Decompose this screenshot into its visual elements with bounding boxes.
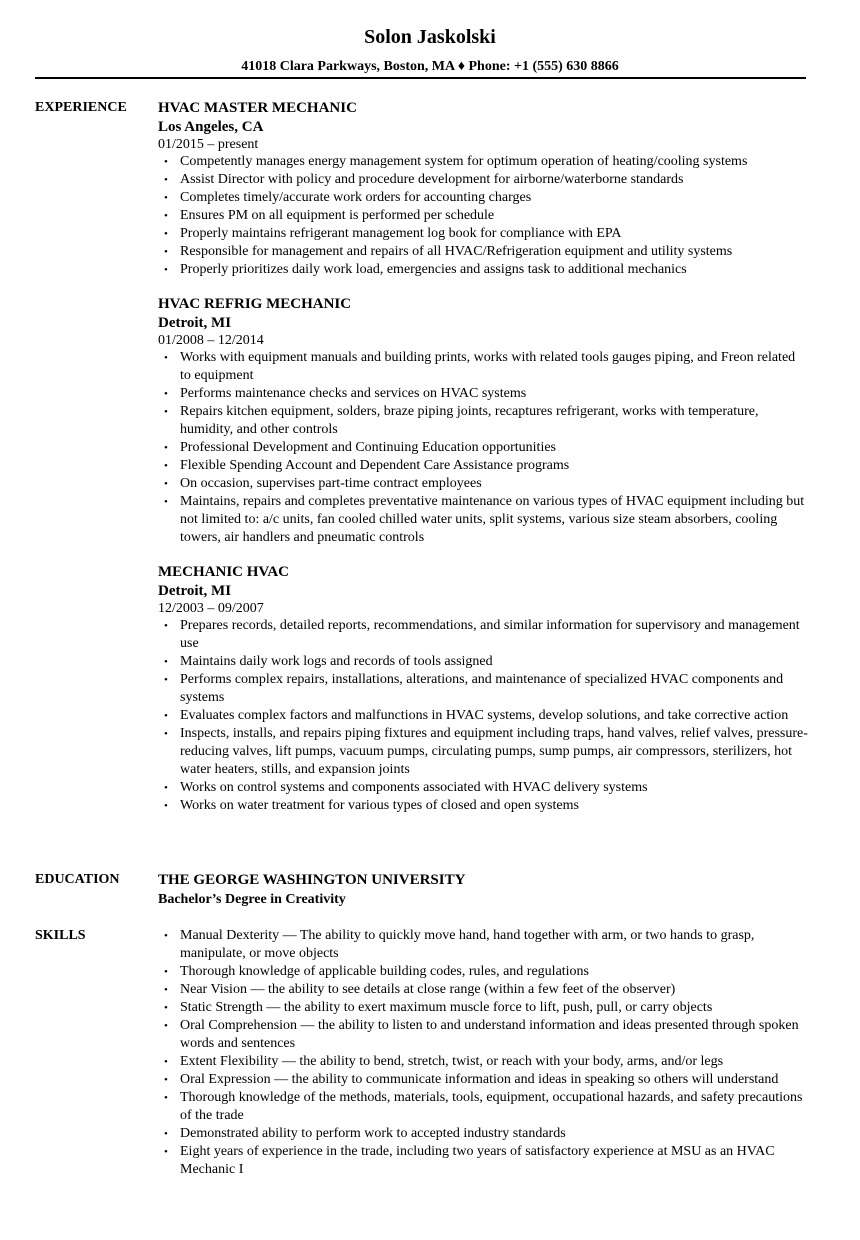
bullet-item bbox=[158, 1089, 808, 1125]
bullet-item bbox=[158, 725, 808, 779]
bullet-item bbox=[158, 385, 808, 403]
job-entry bbox=[158, 563, 808, 815]
bullet-text: Properly maintains refrigerant management log book for compliance with EPA bbox=[180, 226, 622, 241]
bullet-icon: • bbox=[164, 156, 168, 168]
bullet-item bbox=[158, 225, 808, 243]
bullet-item bbox=[158, 439, 808, 457]
bullet-item bbox=[158, 653, 808, 671]
bullet-item bbox=[158, 403, 808, 439]
bullet-text: On occasion, supervises part-time contract employees bbox=[180, 476, 482, 491]
bullet-text: Performs complex repairs, installations, alterations, and maintenance of specialized HVAC components and systems bbox=[180, 672, 784, 705]
bullet-item bbox=[158, 927, 808, 963]
job-title: HVAC MASTER MECHANIC bbox=[158, 100, 357, 116]
bullet-item bbox=[158, 1053, 808, 1071]
job-location: Detroit, MI bbox=[158, 583, 232, 599]
bullet-icon: • bbox=[164, 388, 168, 400]
bullet-icon: • bbox=[164, 710, 168, 722]
bullet-icon: • bbox=[164, 442, 168, 454]
education-degree: Bachelor’s Degree in Creativity bbox=[158, 892, 346, 907]
bullet-text: Works on control systems and components associated with HVAC delivery systems bbox=[180, 780, 648, 795]
bullet-icon: • bbox=[164, 174, 168, 186]
bullet-text: Professional Development and Continuing Education opportunities bbox=[180, 440, 556, 455]
bullet-text: Oral Expression — the ability to communicate information and ideas in speaking so others will understand bbox=[180, 1072, 779, 1087]
job-entry bbox=[158, 295, 808, 547]
bullet-icon: • bbox=[164, 478, 168, 490]
bullet-text: Responsible for management and repairs of all HVAC/Refrigeration equipment and utility systems bbox=[180, 244, 733, 259]
bullet-icon: • bbox=[164, 782, 168, 794]
bullet-icon: • bbox=[164, 1092, 168, 1104]
bullet-text: Assist Director with policy and procedure development for airborne/waterborne standards bbox=[180, 172, 684, 187]
bullet-icon: • bbox=[164, 352, 168, 364]
bullet-item bbox=[158, 1017, 808, 1053]
address: 41018 Clara Parkways, Boston, MA bbox=[241, 59, 455, 74]
bullet-icon: • bbox=[164, 930, 168, 942]
job-location: Detroit, MI bbox=[158, 315, 232, 331]
bullet-item bbox=[158, 261, 808, 279]
bullet-item bbox=[158, 349, 808, 385]
bullet-item bbox=[158, 1143, 808, 1179]
bullet-icon: • bbox=[164, 1020, 168, 1032]
education-school: THE GEORGE WASHINGTON UNIVERSITY bbox=[158, 872, 466, 888]
bullet-icon: • bbox=[164, 1128, 168, 1140]
bullet-text: Repairs kitchen equipment, solders, braze piping joints, recaptures refrigerant, works with temperature, humidity, and other controls bbox=[180, 404, 759, 437]
bullet-item bbox=[158, 797, 808, 815]
bullet-text: Extent Flexibility — the ability to bend, stretch, twist, or reach with your body, arms, and/or legs bbox=[180, 1054, 724, 1069]
job-title: HVAC REFRIG MECHANIC bbox=[158, 296, 352, 312]
bullet-icon: • bbox=[164, 1074, 168, 1086]
bullet-item bbox=[158, 617, 808, 653]
bullet-icon: • bbox=[164, 656, 168, 668]
bullet-item bbox=[158, 189, 808, 207]
bullet-text: Performs maintenance checks and services on HVAC systems bbox=[180, 386, 527, 401]
bullet-text: Properly prioritizes daily work load, emergencies and assigns task to additional mechanics bbox=[180, 262, 687, 277]
bullet-text: Thorough knowledge of the methods, materials, tools, equipment, occupational hazards, and safety precautions of the trade bbox=[180, 1090, 803, 1123]
bullet-icon: • bbox=[164, 496, 168, 508]
bullet-icon: • bbox=[164, 406, 168, 418]
bullet-text: Works with equipment manuals and building prints, works with related tools gauges piping, and Freon related to equipment bbox=[180, 350, 796, 383]
job-location: Los Angeles, CA bbox=[158, 119, 264, 135]
bullet-text: Maintains daily work logs and records of tools assigned bbox=[180, 654, 493, 669]
bullet-item bbox=[158, 779, 808, 797]
bullet-item bbox=[158, 171, 808, 189]
bullet-item bbox=[158, 671, 808, 707]
job-bullets bbox=[158, 349, 808, 547]
section-label-education: EDUCATION bbox=[35, 872, 120, 887]
skills-list-wrap bbox=[158, 927, 808, 1179]
bullet-icon: • bbox=[164, 228, 168, 240]
section-label-experience: EXPERIENCE bbox=[35, 100, 127, 115]
bullet-text: Inspects, installs, and repairs piping fixtures and equipment including traps, hand valves, relief valves, pressure-reducing valves, lift pumps, vacuum pumps, circulating pumps, sump pumps, air compressors, sterilizers, hot water heaters, stills, and expansion joints bbox=[180, 726, 808, 777]
bullet-text: Ensures PM on all equipment is performed per schedule bbox=[180, 208, 495, 223]
contact-line bbox=[0, 58, 860, 76]
bullet-text: Maintains, repairs and completes preventative maintenance on various types of HVAC equipment including but not limited to: a/c units, fan cooled chilled water units, split systems, various size steam absorbers, cooling towers, air handlers and pneumatic controls bbox=[180, 494, 805, 545]
bullet-icon: • bbox=[164, 1056, 168, 1068]
bullet-icon: • bbox=[164, 1146, 168, 1158]
header-divider bbox=[35, 77, 806, 79]
bullet-text: Completes timely/accurate work orders for accounting charges bbox=[180, 190, 532, 205]
skills-list bbox=[158, 927, 808, 1179]
bullet-icon: • bbox=[164, 460, 168, 472]
bullet-icon: • bbox=[164, 620, 168, 632]
job-bullets bbox=[158, 153, 808, 279]
bullet-text: Prepares records, detailed reports, recommendations, and similar information for supervisory and management use bbox=[180, 618, 800, 651]
bullet-icon: • bbox=[164, 1002, 168, 1014]
bullet-icon: • bbox=[164, 246, 168, 258]
bullet-text: Eight years of experience in the trade, including two years of satisfactory experience at MSU as an HVAC Mechanic I bbox=[180, 1144, 775, 1177]
bullet-icon: • bbox=[164, 192, 168, 204]
job-title: MECHANIC HVAC bbox=[158, 564, 289, 580]
bullet-item bbox=[158, 493, 808, 547]
bullet-text: Flexible Spending Account and Dependent Care Assistance programs bbox=[180, 458, 570, 473]
bullet-icon: • bbox=[164, 728, 168, 740]
bullet-icon: • bbox=[164, 210, 168, 222]
resume-name: Solon Jaskolski bbox=[364, 26, 496, 48]
bullet-icon: • bbox=[164, 800, 168, 812]
bullet-text: Thorough knowledge of applicable building codes, rules, and regulations bbox=[180, 964, 590, 979]
bullet-text: Near Vision — the ability to see details at close range (within a few feet of the observer) bbox=[180, 982, 676, 997]
bullet-item bbox=[158, 153, 808, 171]
job-dates: 12/2003 – 09/2007 bbox=[158, 601, 264, 616]
bullet-item bbox=[158, 475, 808, 493]
education-entry bbox=[158, 871, 808, 909]
bullet-item bbox=[158, 1125, 808, 1143]
bullet-text: Manual Dexterity — The ability to quickly move hand, hand together with arm, or two hands to grasp, manipulate, or move objects bbox=[180, 928, 755, 961]
job-entry bbox=[158, 99, 808, 279]
bullet-item bbox=[158, 999, 808, 1017]
bullet-text: Demonstrated ability to perform work to accepted industry standards bbox=[180, 1126, 566, 1141]
bullet-icon: • bbox=[164, 264, 168, 276]
bullet-icon: • bbox=[164, 984, 168, 996]
job-dates: 01/2008 – 12/2014 bbox=[158, 333, 264, 348]
job-bullets bbox=[158, 617, 808, 815]
bullet-item bbox=[158, 707, 808, 725]
bullet-text: Competently manages energy management system for optimum operation of heating/cooling systems bbox=[180, 154, 748, 169]
experience-list bbox=[158, 99, 808, 831]
job-dates: 01/2015 – present bbox=[158, 137, 259, 152]
bullet-item bbox=[158, 207, 808, 225]
diamond-separator-icon: ♦ bbox=[457, 59, 465, 74]
bullet-item bbox=[158, 981, 808, 999]
bullet-icon: • bbox=[164, 966, 168, 978]
bullet-item bbox=[158, 457, 808, 475]
bullet-text: Works on water treatment for various types of closed and open systems bbox=[180, 798, 579, 813]
bullet-item bbox=[158, 1071, 808, 1089]
bullet-text: Static Strength — the ability to exert maximum muscle force to lift, push, pull, or carry objects bbox=[180, 1000, 713, 1015]
phone: Phone: +1 (555) 630 8866 bbox=[468, 59, 619, 74]
section-label-skills: SKILLS bbox=[35, 928, 86, 943]
bullet-icon: • bbox=[164, 674, 168, 686]
bullet-text: Evaluates complex factors and malfunctions in HVAC systems, develop solutions, and take corrective action bbox=[180, 708, 789, 723]
bullet-item bbox=[158, 963, 808, 981]
bullet-text: Oral Comprehension — the ability to listen to and understand information and ideas presented through spoken words and sentences bbox=[180, 1018, 799, 1051]
bullet-item bbox=[158, 243, 808, 261]
